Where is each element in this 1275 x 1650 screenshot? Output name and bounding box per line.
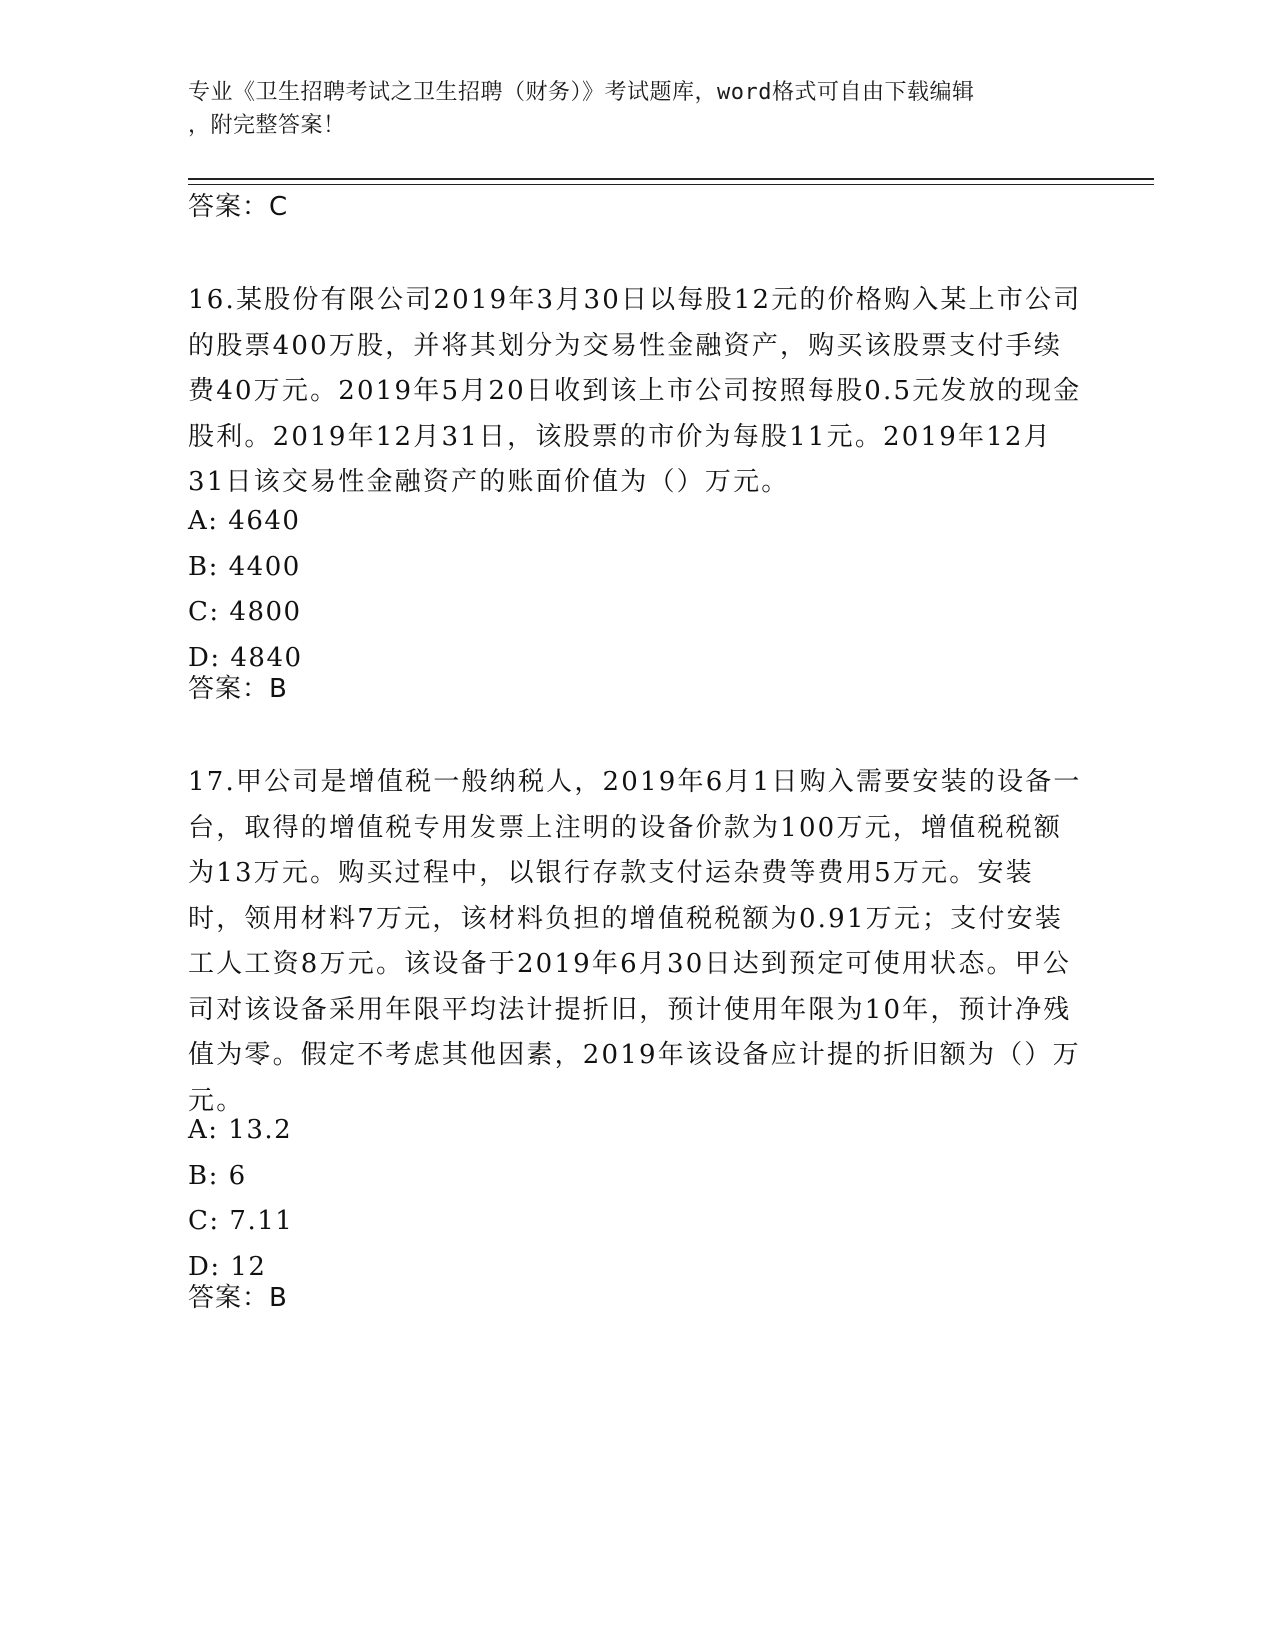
header-rule-thick — [188, 178, 1154, 180]
option-c: C: 4800 — [188, 597, 302, 627]
page-header — [188, 76, 1088, 142]
option-a: A: 13.2 — [188, 1115, 293, 1145]
option-b: B: 6 — [188, 1160, 247, 1191]
option-b: B: 4400 — [188, 551, 301, 582]
answer-label: 答案：C — [188, 192, 289, 222]
question-17-options — [188, 1108, 293, 1290]
option-a: A: 4640 — [188, 506, 301, 536]
answer-label: 答案：B — [188, 1283, 288, 1313]
header-rule-thin — [188, 184, 1154, 185]
header-line-2: ，附完整答案！ — [188, 113, 346, 138]
option-d: D: 4840 — [188, 642, 303, 673]
answer-label: 答案：B — [188, 674, 288, 704]
question-16: 16.某股份有限公司2019年3月30日以每股12元的价格购入某上市公司的股票400万股，并将其划分为交易性金融资产，购买该股票支付手续费40万元。2019年5月20日收到该上市公司按照每股0.5元发放的现金股利。2019年12月31日，该股票的市价为每股11元。2019年12月31日该交易性金融资产的账面价值为（）万元。 — [188, 285, 1082, 497]
option-c: C: 7.11 — [188, 1206, 294, 1236]
question-17: 17.甲公司是增值税一般纳税人，2019年6月1日购入需要安装的设备一台，取得的增值税专用发票上注明的设备价款为100万元，增值税税额为13万元。购买过程中，以银行存款支付运杂费等费用5万元。安装时，领用材料7万元，该材料负担的增值税税额为0.91万元；支付安装工人工资8万元。该设备于2019年6月30日达到预定可使用状态。甲公司对该设备采用年限平均法计提折旧，预计使用年限为10年，预计净残值为零。假定不考虑其他因素，2019年该设备应计提的折旧额为（）万元。 — [188, 767, 1082, 1116]
header-line-1: 专业《卫生招聘考试之卫生招聘（财务）》考试题库，word格式可自由下载编辑 — [188, 80, 975, 105]
question-16-options — [188, 499, 303, 681]
option-d: D: 12 — [188, 1251, 267, 1282]
